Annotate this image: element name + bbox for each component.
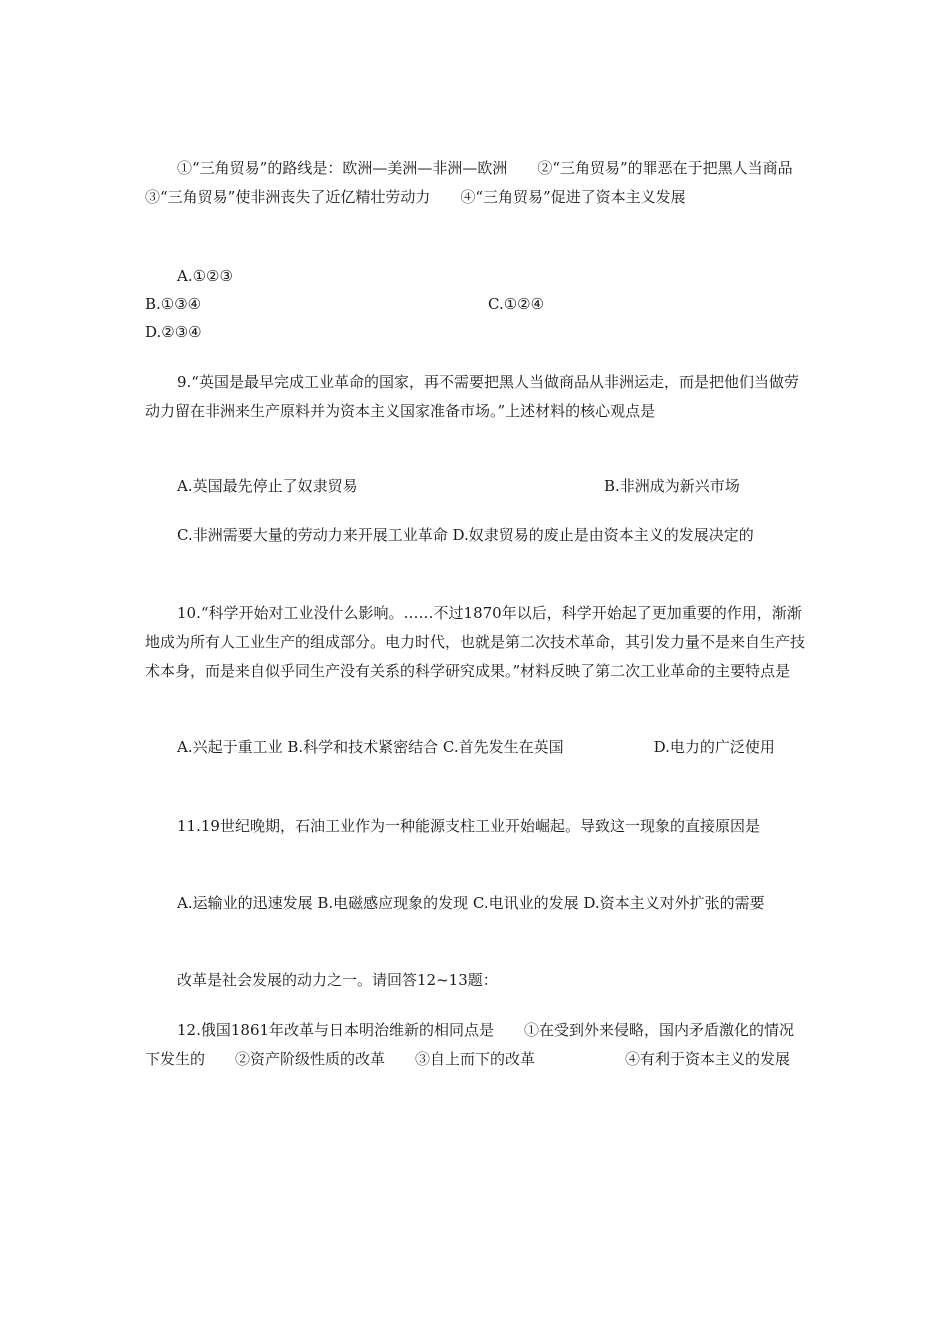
q8-option-d: D.②③④ xyxy=(145,323,202,341)
q10-options: A.兴起于重工业 B.科学和技术紧密结合 C.首先发生在英国 D.电力的广泛使用 xyxy=(177,738,775,756)
q8-statements: ①“三角贸易”的路线是：欧洲—美洲—非洲—欧洲 ②“三角贸易”的罪恶在于把黑人当商品 ③“三角贸易”使非洲丧失了近亿精壮劳动力 ④“三角贸易”促进了资本主义发展 xyxy=(145,159,793,206)
q11-stem: 11.19世纪晚期，石油工业作为一种能源支柱工业开始崛起。导致这一现象的直接原因是 xyxy=(177,817,760,835)
q11-options: A.运输业的迅速发展 B.电磁感应现象的发现 C.电讯业的发展 D.资本主义对外扩张的需要 xyxy=(177,894,765,912)
q9-stem: 9.“英国是最早完成工业革命的国家，再不需要把黑人当做商品从非洲运走，而是把他们当做劳动力留在非洲来生产原料并为资本主义国家准备市场。”上述材料的核心观点是 xyxy=(145,373,799,420)
q8-option-a: A.①②③ xyxy=(177,267,233,285)
q8-option-b: B.①③④ xyxy=(145,295,202,313)
q9-option-b: B.非洲成为新兴市场 xyxy=(604,477,740,495)
intro-12-13: 改革是社会发展的动力之一。请回答12~13题： xyxy=(177,971,498,989)
q8-option-c: C.①②④ xyxy=(488,295,545,313)
q12-stem: 12.俄国1861年改革与日本明治维新的相同点是 ①在受到外来侵略，国内矛盾激化的情况下发生的 ②资产阶级性质的改革 ③自上而下的改革 ④有利于资本主义的发展 xyxy=(145,1021,795,1068)
q10-stem: 10.“科学开始对工业没什么影响。……不过1870年以后，科学开始起了更加重要的作用，渐渐地成为所有人工业生产的组成部分。电力时代，也就是第二次技术革命，其引发力量不是来自生产技术本身，而是来自似乎同生产没有关系的科学研究成果。”材料反映了第二次工业革命的主要特点是 xyxy=(145,604,806,680)
q9-options-cd: C.非洲需要大量的劳动力来开展工业革命 D.奴隶贸易的废止是由资本主义的发展决定的 xyxy=(177,526,754,544)
q9-option-a: A.英国最先停止了奴隶贸易 xyxy=(177,477,358,495)
